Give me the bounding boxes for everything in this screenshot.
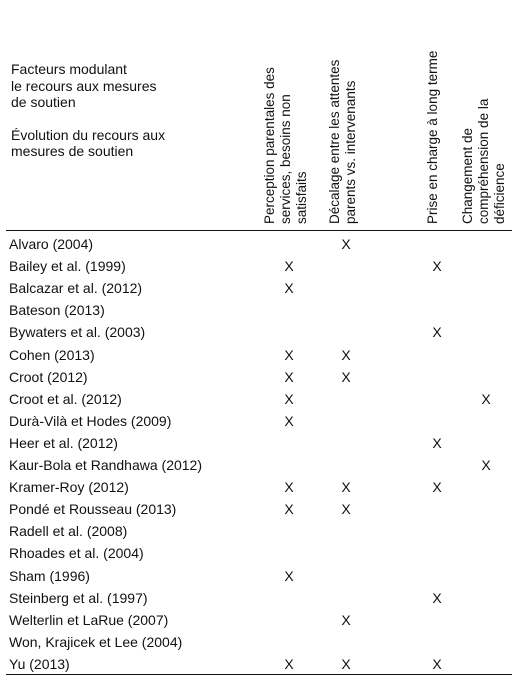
factors-label-line-3: de soutien [11,94,76,110]
mark-cell-col-1: X [284,346,294,363]
table-row [0,476,518,498]
study-citation: Balcazar et al. (2012) [9,280,143,297]
table-row [0,498,518,520]
table-row [0,454,518,476]
study-citation: Kaur-Bola et Randhawa (2012) [9,457,203,473]
factors-label [11,61,241,111]
column-header-1-line-3: satisfaits [294,171,309,224]
table-header-rule [6,230,512,231]
study-citation: Won, Krajicek et Lee (2004) [9,633,183,650]
study-citation: Bywaters et al. (2003) [9,324,146,341]
mark-cell-col-2: X [341,236,351,252]
table-row [0,277,518,299]
mark-cell-col-3: X [432,589,442,606]
mark-cell-col-2: X [341,655,351,672]
table-row [0,233,518,255]
study-citation: Rhoades et al. (2004) [9,545,144,562]
table-row [0,609,518,631]
study-citation: Croot (2012) [9,368,88,385]
mark-cell-col-4: X [481,457,491,473]
study-citation: Sham (1996) [9,567,90,584]
mark-cell-col-1: X [284,280,294,297]
mark-cell-col-3: X [432,434,442,451]
mark-cell-col-2: X [341,611,351,628]
table-row [0,432,518,454]
study-citation: Welterlin et LaRue (2007) [9,611,169,628]
column-header-2-line-1: Décalage entre les attentes [327,59,342,224]
table-row [0,366,518,388]
study-citation: Croot et al. (2012) [9,390,122,407]
mark-cell-col-2: X [341,346,351,363]
evolution-label [11,127,241,160]
column-header-2-line-2: parents vs. intervenants [343,80,358,224]
table-row [0,321,518,343]
table-row [0,520,518,542]
evolution-label-line-1: Évolution du recours aux [11,126,166,143]
study-citation: Yu (2013) [9,655,70,672]
factors-label-line-2: le recours aux mesures [11,77,157,94]
mark-cell-col-3: X [432,655,442,672]
mark-cell-col-2: X [341,501,351,518]
table-row [0,344,518,366]
study-citation: Kramer-Roy (2012) [9,479,129,496]
mark-cell-col-1: X [284,501,294,518]
mark-cell-col-2: X [341,368,351,385]
column-header-4-line-1: Changement de [460,127,475,224]
study-citation: Bailey et al. (1999) [9,258,126,275]
mark-cell-col-3: X [432,324,442,341]
mark-cell-col-1: X [284,567,294,584]
mark-cell-col-1: X [284,412,294,429]
mark-cell-col-1: X [284,390,294,407]
study-citation: Steinberg et al. (1997) [9,589,148,606]
table-row [0,631,518,653]
study-citation: Alvaro (2004) [9,236,94,252]
mark-cell-col-1: X [284,479,294,496]
study-citation: Heer et al. (2012) [9,434,118,451]
table-row [0,410,518,432]
mark-cell-col-1: X [284,368,294,385]
table-row [0,388,518,410]
table-row [0,542,518,564]
column-header-3-line-1: Prise en charge à long terme [425,50,440,224]
column-header-1-line-2: services, besoins non [278,94,293,224]
mark-cell-col-4: X [481,390,491,407]
study-citation: Durà-Vilà et Hodes (2009) [9,412,172,429]
table-row [0,255,518,277]
study-citation: Pondé et Rousseau (2013) [9,501,177,518]
table-row [0,565,518,587]
row-header-label [11,61,241,160]
study-citation: Radell et al. (2008) [9,523,128,540]
column-header-4-line-3: déficience [492,163,507,224]
study-citation: Bateson (2013) [9,302,105,319]
table-row [0,299,518,321]
study-citation: Cohen (2013) [9,346,95,363]
mark-cell-col-3: X [432,479,442,496]
column-header-4-line-2: compréhension de la [476,98,491,224]
column-header-1-line-1: Perception parentales des [262,67,277,224]
mark-cell-col-1: X [284,258,294,275]
mark-cell-col-2: X [341,479,351,496]
evolution-label-line-2: mesures de soutien [11,143,134,159]
mark-cell-col-1: X [284,655,294,672]
mark-cell-col-3: X [432,258,442,275]
table-row [0,653,518,675]
factors-label-line-1: Facteurs modulant [11,61,127,77]
table-row [0,587,518,609]
